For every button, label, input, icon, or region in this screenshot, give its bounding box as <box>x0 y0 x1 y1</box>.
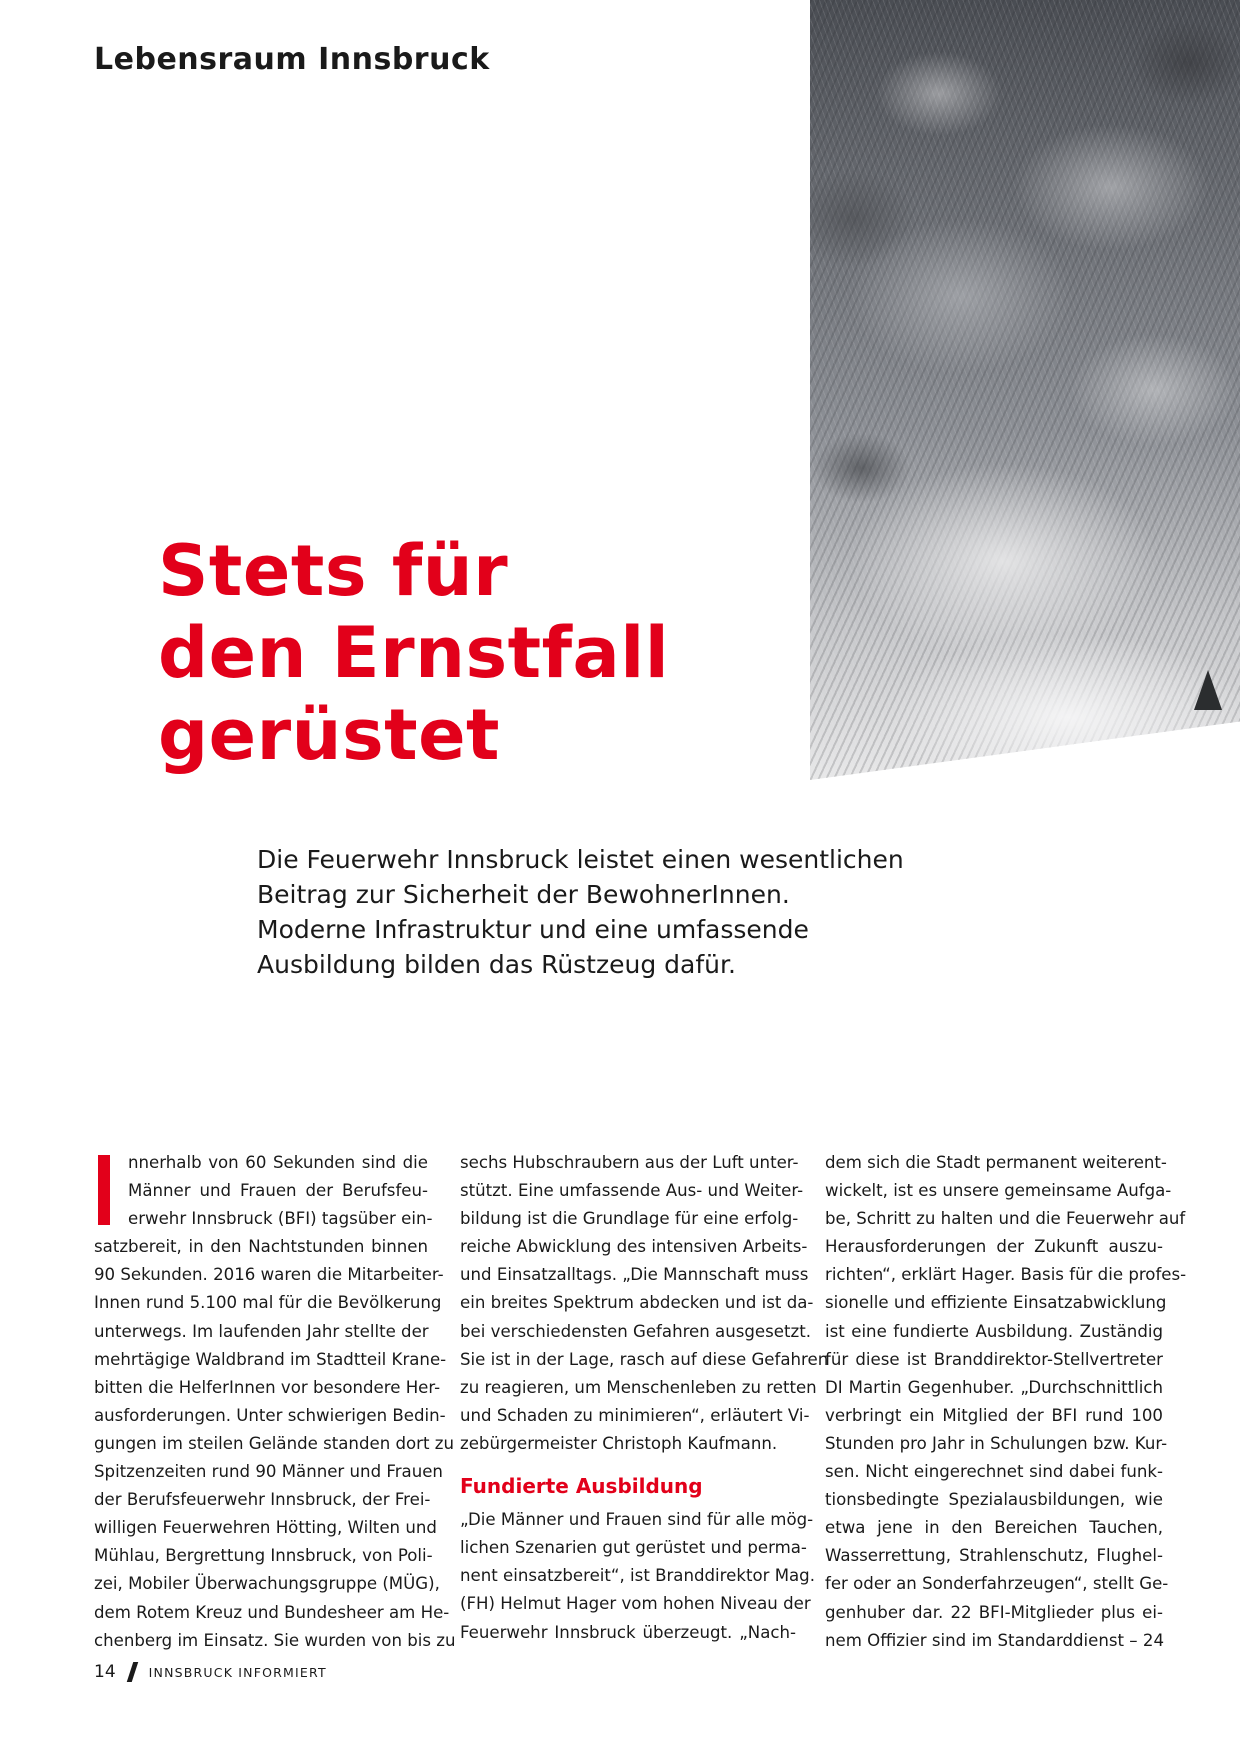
body-line: reiche Abwicklung des intensiven Arbeits- <box>460 1237 808 1257</box>
body-line: satzbereit, in den Nachtstunden binnen <box>94 1237 428 1257</box>
body-line: verbringt ein Mitglied der BFI rund 100 <box>825 1405 1163 1425</box>
body-line: zebürgermeister Christoph Kaufmann. <box>460 1433 778 1453</box>
body-line: gungen im steilen Gelände standen dort zu <box>94 1433 454 1453</box>
body-line: nem Offizier sind im Standarddienst – 24 <box>825 1630 1164 1650</box>
body-line: bildung ist die Grundlage für eine erfolg- <box>460 1209 799 1229</box>
body-line: 90 Sekunden. 2016 waren die Mitarbeiter- <box>94 1265 444 1285</box>
body-line: mehrtägige Waldbrand im Stadtteil Krane- <box>94 1349 447 1369</box>
body-line: „Die Männer und Frauen sind für alle mög- <box>460 1510 814 1530</box>
body-line: (FH) Helmut Hager vom hohen Niveau der <box>460 1594 811 1614</box>
headline-line: Stets für <box>158 530 509 612</box>
body-line: lichen Szenarien gut gerüstet und perma- <box>460 1538 807 1558</box>
section-label: Lebensraum Innsbruck <box>94 42 490 77</box>
body-line: fer oder an Sonderfahrzeugen“, stellt Ge- <box>825 1574 1169 1594</box>
body-line: Sie ist in der Lage, rasch auf diese Gefahren <box>460 1349 829 1369</box>
lead-line: Moderne Infrastruktur und eine umfassende <box>257 915 809 944</box>
lead-line: Die Feuerwehr Innsbruck leistet einen wesentlichen <box>257 845 904 874</box>
body-line: Männer und Frauen der Berufsfeu- <box>128 1181 428 1201</box>
body-line: sechs Hubschraubern aus der Luft unter- <box>460 1153 799 1172</box>
headline <box>158 530 669 776</box>
tree-silhouette <box>1194 670 1222 710</box>
lead-line: Beitrag zur Sicherheit der BewohnerInnen. <box>257 880 790 909</box>
body-line: unterwegs. Im laufenden Jahr stellte der <box>94 1321 429 1341</box>
body-line: bei verschiedensten Gefahren ausgesetzt. <box>460 1321 811 1341</box>
body-line: erwehr Innsbruck (BFI) tagsüber ein- <box>128 1209 433 1229</box>
page-number: 14 <box>94 1662 116 1682</box>
body-line: Innen rund 5.100 mal für die Bevölkerung <box>94 1293 442 1313</box>
body-line: ist eine fundierte Ausbildung. Zuständig <box>825 1321 1163 1341</box>
body-line: ausforderungen. Unter schwierigen Bedin- <box>94 1405 446 1425</box>
subheading: Fundierte Ausbildung <box>460 1474 703 1499</box>
body-line: tionsbedingte Spezialausbildungen, wie <box>825 1490 1163 1510</box>
body-line: der Berufsfeuerwehr Innsbruck, der Frei- <box>94 1490 431 1510</box>
body-line: und Schaden zu minimieren“, erläutert Vi- <box>460 1405 810 1425</box>
headline-line: den Ernstfall <box>158 612 670 694</box>
lead-line: Ausbildung bilden das Rüstzeug dafür. <box>257 950 736 979</box>
headline-line: gerüstet <box>158 694 501 776</box>
body-line: stützt. Eine umfassende Aus- und Weiter- <box>460 1181 804 1201</box>
body-line: dem Rotem Kreuz und Bundesheer am He- <box>94 1602 450 1622</box>
slash-divider <box>126 1662 137 1682</box>
body-line: willigen Feuerwehren Hötting, Wilten und <box>94 1518 437 1538</box>
body-line: Feuerwehr Innsbruck überzeugt. „Nach- <box>460 1622 796 1642</box>
smoky-forest-photo <box>810 0 1240 780</box>
body-line: DI Martin Gegenhuber. „Durchschnittlich <box>825 1377 1163 1397</box>
publication-title: INNSBRUCK INFORMIERT <box>148 1664 327 1680</box>
body-line: Stunden pro Jahr in Schulungen bzw. Kur- <box>825 1433 1168 1453</box>
body-line: für diese ist Branddirektor-Stellvertreter <box>825 1349 1163 1369</box>
body-line: dem sich die Stadt permanent weiterent- <box>825 1153 1167 1172</box>
body-column-2 <box>460 1149 829 1647</box>
body-line: Spitzenzeiten rund 90 Männer und Frauen <box>94 1462 443 1482</box>
body-line: richten“, erklärt Hager. Basis für die profes- <box>825 1265 1187 1285</box>
body-line: ein breites Spektrum abdecken und ist da- <box>460 1293 814 1313</box>
body-line: chenberg im Einsatz. Sie wurden von bis zu <box>94 1630 456 1650</box>
body-line: zei, Mobiler Überwachungsgruppe (MÜG), <box>94 1574 440 1594</box>
body-line: Herausforderungen der Zukunft auszu- <box>825 1237 1163 1257</box>
body-line: etwa jene in den Bereichen Tauchen, <box>825 1518 1163 1538</box>
body-line: wickelt, ist es unsere gemeinsame Aufga- <box>825 1181 1172 1201</box>
body-line: genhuber dar. 22 BFI-Mitglieder plus ei- <box>825 1602 1163 1622</box>
body-line: und Einsatzalltags. „Die Mannschaft muss <box>460 1265 809 1285</box>
body-line: Mühlau, Bergrettung Innsbruck, von Poli- <box>94 1546 433 1566</box>
body-column-3 <box>825 1149 1187 1655</box>
lead-paragraph <box>257 842 904 982</box>
body-column-1 <box>94 1149 456 1655</box>
body-line: sionelle und effiziente Einsatzabwicklung <box>825 1293 1167 1313</box>
body-line: Wasserrettung, Strahlenschutz, Flughel- <box>825 1546 1163 1566</box>
body-line: bitten die HelferInnen vor besondere Her- <box>94 1377 441 1397</box>
body-line: nent einsatzbereit“, ist Branddirektor Mag. <box>460 1566 815 1586</box>
body-line: be, Schritt zu halten und die Feuerwehr auf <box>825 1209 1186 1229</box>
body-line: sen. Nicht eingerechnet sind dabei funk- <box>825 1462 1163 1482</box>
body-line: zu reagieren, um Menschenleben zu retten <box>460 1377 817 1397</box>
page-footer <box>94 1662 327 1682</box>
body-line: nnerhalb von 60 Sekunden sind die <box>128 1153 428 1172</box>
